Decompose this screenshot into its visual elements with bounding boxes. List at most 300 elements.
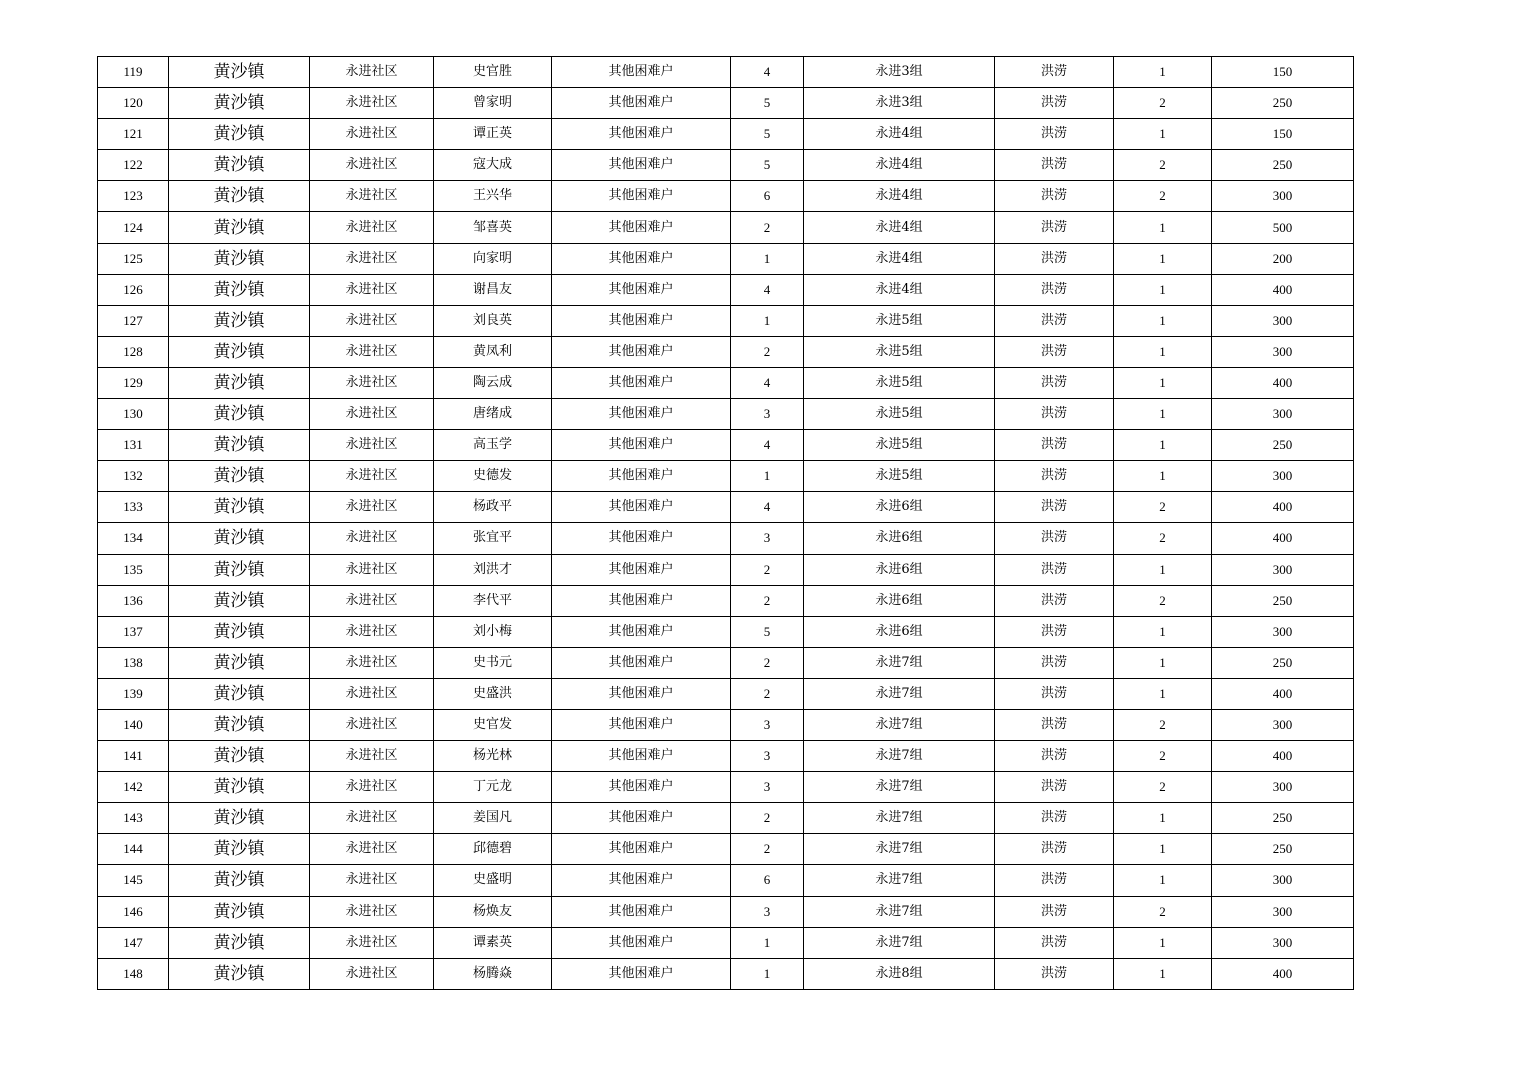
cell-count: 2 bbox=[1114, 709, 1212, 740]
cell-amount: 150 bbox=[1212, 57, 1354, 88]
cell-group: 永进4组 bbox=[804, 243, 995, 274]
cell-amount: 300 bbox=[1212, 927, 1354, 958]
cell-count: 1 bbox=[1114, 554, 1212, 585]
cell-count: 1 bbox=[1114, 399, 1212, 430]
cell-community: 永进社区 bbox=[310, 523, 434, 554]
cell-name: 史盛明 bbox=[434, 865, 552, 896]
table-row bbox=[98, 927, 1354, 958]
cell-category: 其他困难户 bbox=[552, 803, 731, 834]
cell-household-size: 1 bbox=[731, 461, 804, 492]
cell-name: 刘良英 bbox=[434, 305, 552, 336]
cell-community: 永进社区 bbox=[310, 554, 434, 585]
cell-town: 黄沙镇 bbox=[169, 523, 310, 554]
cell-disaster-type: 洪涝 bbox=[995, 803, 1114, 834]
cell-disaster-type: 洪涝 bbox=[995, 150, 1114, 181]
cell-town: 黄沙镇 bbox=[169, 709, 310, 740]
cell-amount: 150 bbox=[1212, 119, 1354, 150]
table-row bbox=[98, 212, 1354, 243]
cell-disaster-type: 洪涝 bbox=[995, 57, 1114, 88]
cell-town: 黄沙镇 bbox=[169, 430, 310, 461]
cell-disaster-type: 洪涝 bbox=[995, 212, 1114, 243]
cell-name: 杨光林 bbox=[434, 741, 552, 772]
cell-category: 其他困难户 bbox=[552, 896, 731, 927]
cell-town: 黄沙镇 bbox=[169, 181, 310, 212]
cell-name: 史书元 bbox=[434, 647, 552, 678]
cell-town: 黄沙镇 bbox=[169, 647, 310, 678]
cell-serial-number: 123 bbox=[98, 181, 169, 212]
cell-town: 黄沙镇 bbox=[169, 772, 310, 803]
cell-group: 永进7组 bbox=[804, 647, 995, 678]
cell-category: 其他困难户 bbox=[552, 523, 731, 554]
cell-group: 永进7组 bbox=[804, 709, 995, 740]
cell-town: 黄沙镇 bbox=[169, 834, 310, 865]
cell-count: 1 bbox=[1114, 616, 1212, 647]
cell-serial-number: 135 bbox=[98, 554, 169, 585]
cell-household-size: 2 bbox=[731, 834, 804, 865]
cell-name: 刘洪才 bbox=[434, 554, 552, 585]
cell-household-size: 3 bbox=[731, 772, 804, 803]
cell-amount: 300 bbox=[1212, 896, 1354, 927]
cell-town: 黄沙镇 bbox=[169, 678, 310, 709]
cell-disaster-type: 洪涝 bbox=[995, 834, 1114, 865]
cell-community: 永进社区 bbox=[310, 896, 434, 927]
cell-name: 谭正英 bbox=[434, 119, 552, 150]
cell-name: 王兴华 bbox=[434, 181, 552, 212]
cell-disaster-type: 洪涝 bbox=[995, 523, 1114, 554]
cell-count: 1 bbox=[1114, 367, 1212, 398]
table-row bbox=[98, 367, 1354, 398]
cell-serial-number: 122 bbox=[98, 150, 169, 181]
cell-category: 其他困难户 bbox=[552, 243, 731, 274]
cell-count: 1 bbox=[1114, 958, 1212, 989]
cell-amount: 300 bbox=[1212, 336, 1354, 367]
cell-serial-number: 139 bbox=[98, 678, 169, 709]
cell-category: 其他困难户 bbox=[552, 150, 731, 181]
cell-household-size: 2 bbox=[731, 678, 804, 709]
cell-amount: 250 bbox=[1212, 585, 1354, 616]
cell-disaster-type: 洪涝 bbox=[995, 367, 1114, 398]
cell-group: 永进5组 bbox=[804, 305, 995, 336]
cell-count: 1 bbox=[1114, 243, 1212, 274]
cell-household-size: 4 bbox=[731, 57, 804, 88]
cell-name: 杨焕友 bbox=[434, 896, 552, 927]
cell-group: 永进4组 bbox=[804, 181, 995, 212]
cell-category: 其他困难户 bbox=[552, 430, 731, 461]
cell-disaster-type: 洪涝 bbox=[995, 430, 1114, 461]
cell-community: 永进社区 bbox=[310, 181, 434, 212]
cell-category: 其他困难户 bbox=[552, 834, 731, 865]
cell-name: 高玉学 bbox=[434, 430, 552, 461]
cell-town: 黄沙镇 bbox=[169, 150, 310, 181]
cell-amount: 300 bbox=[1212, 865, 1354, 896]
cell-category: 其他困难户 bbox=[552, 367, 731, 398]
table-row bbox=[98, 678, 1354, 709]
cell-name: 邹喜英 bbox=[434, 212, 552, 243]
cell-community: 永进社区 bbox=[310, 243, 434, 274]
cell-name: 姜国凡 bbox=[434, 803, 552, 834]
cell-serial-number: 120 bbox=[98, 88, 169, 119]
cell-group: 永进3组 bbox=[804, 88, 995, 119]
cell-group: 永进7组 bbox=[804, 834, 995, 865]
cell-name: 曾家明 bbox=[434, 88, 552, 119]
cell-town: 黄沙镇 bbox=[169, 336, 310, 367]
cell-count: 2 bbox=[1114, 896, 1212, 927]
cell-community: 永进社区 bbox=[310, 367, 434, 398]
cell-name: 邱德碧 bbox=[434, 834, 552, 865]
cell-name: 李代平 bbox=[434, 585, 552, 616]
cell-name: 谢昌友 bbox=[434, 274, 552, 305]
table-row bbox=[98, 430, 1354, 461]
cell-amount: 400 bbox=[1212, 274, 1354, 305]
cell-amount: 250 bbox=[1212, 88, 1354, 119]
cell-disaster-type: 洪涝 bbox=[995, 616, 1114, 647]
cell-serial-number: 138 bbox=[98, 647, 169, 678]
cell-serial-number: 146 bbox=[98, 896, 169, 927]
cell-serial-number: 126 bbox=[98, 274, 169, 305]
cell-category: 其他困难户 bbox=[552, 461, 731, 492]
cell-town: 黄沙镇 bbox=[169, 367, 310, 398]
cell-amount: 250 bbox=[1212, 834, 1354, 865]
cell-household-size: 4 bbox=[731, 367, 804, 398]
cell-category: 其他困难户 bbox=[552, 181, 731, 212]
cell-serial-number: 148 bbox=[98, 958, 169, 989]
cell-amount: 400 bbox=[1212, 367, 1354, 398]
cell-community: 永进社区 bbox=[310, 212, 434, 243]
cell-group: 永进6组 bbox=[804, 585, 995, 616]
cell-amount: 250 bbox=[1212, 150, 1354, 181]
table-row bbox=[98, 865, 1354, 896]
cell-household-size: 1 bbox=[731, 927, 804, 958]
cell-amount: 250 bbox=[1212, 803, 1354, 834]
table-row bbox=[98, 88, 1354, 119]
cell-category: 其他困难户 bbox=[552, 554, 731, 585]
table-row bbox=[98, 274, 1354, 305]
cell-town: 黄沙镇 bbox=[169, 305, 310, 336]
table-row bbox=[98, 243, 1354, 274]
cell-name: 唐绪成 bbox=[434, 399, 552, 430]
cell-household-size: 3 bbox=[731, 896, 804, 927]
table-row bbox=[98, 585, 1354, 616]
cell-community: 永进社区 bbox=[310, 927, 434, 958]
cell-community: 永进社区 bbox=[310, 647, 434, 678]
cell-household-size: 5 bbox=[731, 88, 804, 119]
table-row bbox=[98, 803, 1354, 834]
cell-count: 2 bbox=[1114, 772, 1212, 803]
cell-count: 1 bbox=[1114, 678, 1212, 709]
cell-community: 永进社区 bbox=[310, 741, 434, 772]
cell-count: 1 bbox=[1114, 461, 1212, 492]
cell-count: 1 bbox=[1114, 647, 1212, 678]
cell-serial-number: 140 bbox=[98, 709, 169, 740]
cell-category: 其他困难户 bbox=[552, 492, 731, 523]
cell-amount: 400 bbox=[1212, 678, 1354, 709]
cell-serial-number: 133 bbox=[98, 492, 169, 523]
cell-town: 黄沙镇 bbox=[169, 741, 310, 772]
table-body bbox=[98, 57, 1354, 990]
cell-name: 刘小梅 bbox=[434, 616, 552, 647]
cell-group: 永进7组 bbox=[804, 772, 995, 803]
table-row bbox=[98, 492, 1354, 523]
cell-community: 永进社区 bbox=[310, 88, 434, 119]
cell-town: 黄沙镇 bbox=[169, 119, 310, 150]
cell-name: 寇大成 bbox=[434, 150, 552, 181]
table-row bbox=[98, 399, 1354, 430]
cell-household-size: 5 bbox=[731, 150, 804, 181]
cell-group: 永进4组 bbox=[804, 119, 995, 150]
cell-name: 史官发 bbox=[434, 709, 552, 740]
cell-count: 1 bbox=[1114, 336, 1212, 367]
cell-town: 黄沙镇 bbox=[169, 927, 310, 958]
cell-serial-number: 130 bbox=[98, 399, 169, 430]
cell-disaster-type: 洪涝 bbox=[995, 243, 1114, 274]
cell-serial-number: 134 bbox=[98, 523, 169, 554]
cell-category: 其他困难户 bbox=[552, 399, 731, 430]
cell-count: 1 bbox=[1114, 430, 1212, 461]
cell-disaster-type: 洪涝 bbox=[995, 585, 1114, 616]
table-row bbox=[98, 896, 1354, 927]
cell-household-size: 4 bbox=[731, 274, 804, 305]
cell-amount: 400 bbox=[1212, 523, 1354, 554]
cell-group: 永进7组 bbox=[804, 803, 995, 834]
cell-disaster-type: 洪涝 bbox=[995, 772, 1114, 803]
cell-community: 永进社区 bbox=[310, 399, 434, 430]
cell-group: 永进7组 bbox=[804, 896, 995, 927]
cell-town: 黄沙镇 bbox=[169, 243, 310, 274]
cell-amount: 500 bbox=[1212, 212, 1354, 243]
data-table bbox=[97, 56, 1354, 990]
cell-category: 其他困难户 bbox=[552, 212, 731, 243]
cell-name: 杨政平 bbox=[434, 492, 552, 523]
cell-serial-number: 144 bbox=[98, 834, 169, 865]
cell-amount: 300 bbox=[1212, 709, 1354, 740]
cell-category: 其他困难户 bbox=[552, 585, 731, 616]
cell-community: 永进社区 bbox=[310, 57, 434, 88]
cell-name: 黄凤利 bbox=[434, 336, 552, 367]
cell-amount: 300 bbox=[1212, 554, 1354, 585]
cell-count: 2 bbox=[1114, 585, 1212, 616]
cell-serial-number: 136 bbox=[98, 585, 169, 616]
cell-name: 丁元龙 bbox=[434, 772, 552, 803]
cell-group: 永进7组 bbox=[804, 741, 995, 772]
cell-community: 永进社区 bbox=[310, 709, 434, 740]
cell-disaster-type: 洪涝 bbox=[995, 647, 1114, 678]
cell-group: 永进7组 bbox=[804, 927, 995, 958]
cell-group: 永进5组 bbox=[804, 367, 995, 398]
cell-category: 其他困难户 bbox=[552, 709, 731, 740]
table-row bbox=[98, 741, 1354, 772]
cell-count: 1 bbox=[1114, 119, 1212, 150]
cell-town: 黄沙镇 bbox=[169, 212, 310, 243]
cell-disaster-type: 洪涝 bbox=[995, 865, 1114, 896]
cell-count: 1 bbox=[1114, 212, 1212, 243]
cell-amount: 400 bbox=[1212, 492, 1354, 523]
cell-town: 黄沙镇 bbox=[169, 274, 310, 305]
cell-category: 其他困难户 bbox=[552, 741, 731, 772]
cell-town: 黄沙镇 bbox=[169, 865, 310, 896]
cell-serial-number: 143 bbox=[98, 803, 169, 834]
cell-category: 其他困难户 bbox=[552, 57, 731, 88]
cell-community: 永进社区 bbox=[310, 585, 434, 616]
cell-town: 黄沙镇 bbox=[169, 585, 310, 616]
cell-household-size: 3 bbox=[731, 709, 804, 740]
cell-community: 永进社区 bbox=[310, 150, 434, 181]
cell-community: 永进社区 bbox=[310, 834, 434, 865]
cell-community: 永进社区 bbox=[310, 803, 434, 834]
cell-disaster-type: 洪涝 bbox=[995, 305, 1114, 336]
cell-category: 其他困难户 bbox=[552, 119, 731, 150]
cell-community: 永进社区 bbox=[310, 492, 434, 523]
cell-household-size: 2 bbox=[731, 647, 804, 678]
cell-disaster-type: 洪涝 bbox=[995, 958, 1114, 989]
cell-group: 永进8组 bbox=[804, 958, 995, 989]
cell-count: 1 bbox=[1114, 865, 1212, 896]
cell-household-size: 3 bbox=[731, 741, 804, 772]
cell-category: 其他困难户 bbox=[552, 274, 731, 305]
cell-community: 永进社区 bbox=[310, 865, 434, 896]
cell-amount: 300 bbox=[1212, 461, 1354, 492]
cell-disaster-type: 洪涝 bbox=[995, 399, 1114, 430]
cell-count: 1 bbox=[1114, 927, 1212, 958]
cell-name: 史盛洪 bbox=[434, 678, 552, 709]
cell-household-size: 1 bbox=[731, 958, 804, 989]
cell-group: 永进6组 bbox=[804, 523, 995, 554]
cell-disaster-type: 洪涝 bbox=[995, 896, 1114, 927]
cell-group: 永进5组 bbox=[804, 399, 995, 430]
cell-serial-number: 121 bbox=[98, 119, 169, 150]
cell-count: 2 bbox=[1114, 181, 1212, 212]
cell-name: 陶云成 bbox=[434, 367, 552, 398]
cell-count: 2 bbox=[1114, 492, 1212, 523]
cell-name: 杨腾焱 bbox=[434, 958, 552, 989]
cell-group: 永进7组 bbox=[804, 865, 995, 896]
cell-community: 永进社区 bbox=[310, 274, 434, 305]
table-row bbox=[98, 336, 1354, 367]
cell-amount: 300 bbox=[1212, 181, 1354, 212]
cell-disaster-type: 洪涝 bbox=[995, 492, 1114, 523]
cell-household-size: 2 bbox=[731, 554, 804, 585]
cell-name: 史德发 bbox=[434, 461, 552, 492]
cell-category: 其他困难户 bbox=[552, 616, 731, 647]
cell-count: 2 bbox=[1114, 741, 1212, 772]
cell-household-size: 5 bbox=[731, 119, 804, 150]
cell-serial-number: 129 bbox=[98, 367, 169, 398]
cell-serial-number: 141 bbox=[98, 741, 169, 772]
cell-household-size: 6 bbox=[731, 865, 804, 896]
cell-household-size: 4 bbox=[731, 430, 804, 461]
table-row bbox=[98, 150, 1354, 181]
table-row bbox=[98, 709, 1354, 740]
cell-household-size: 3 bbox=[731, 399, 804, 430]
cell-town: 黄沙镇 bbox=[169, 616, 310, 647]
cell-group: 永进4组 bbox=[804, 274, 995, 305]
cell-household-size: 1 bbox=[731, 243, 804, 274]
cell-group: 永进5组 bbox=[804, 430, 995, 461]
cell-group: 永进6组 bbox=[804, 554, 995, 585]
cell-count: 2 bbox=[1114, 523, 1212, 554]
cell-household-size: 2 bbox=[731, 212, 804, 243]
cell-category: 其他困难户 bbox=[552, 927, 731, 958]
table-row bbox=[98, 523, 1354, 554]
cell-serial-number: 125 bbox=[98, 243, 169, 274]
cell-count: 1 bbox=[1114, 305, 1212, 336]
cell-category: 其他困难户 bbox=[552, 88, 731, 119]
cell-community: 永进社区 bbox=[310, 958, 434, 989]
cell-community: 永进社区 bbox=[310, 772, 434, 803]
cell-amount: 300 bbox=[1212, 399, 1354, 430]
cell-household-size: 4 bbox=[731, 492, 804, 523]
cell-town: 黄沙镇 bbox=[169, 896, 310, 927]
cell-town: 黄沙镇 bbox=[169, 88, 310, 119]
cell-count: 1 bbox=[1114, 274, 1212, 305]
cell-count: 1 bbox=[1114, 57, 1212, 88]
table-row bbox=[98, 461, 1354, 492]
cell-amount: 400 bbox=[1212, 958, 1354, 989]
cell-category: 其他困难户 bbox=[552, 772, 731, 803]
cell-amount: 200 bbox=[1212, 243, 1354, 274]
cell-category: 其他困难户 bbox=[552, 678, 731, 709]
cell-disaster-type: 洪涝 bbox=[995, 709, 1114, 740]
cell-town: 黄沙镇 bbox=[169, 803, 310, 834]
cell-serial-number: 119 bbox=[98, 57, 169, 88]
cell-category: 其他困难户 bbox=[552, 647, 731, 678]
cell-group: 永进7组 bbox=[804, 678, 995, 709]
table-row bbox=[98, 772, 1354, 803]
table-row bbox=[98, 305, 1354, 336]
cell-serial-number: 127 bbox=[98, 305, 169, 336]
table-row bbox=[98, 616, 1354, 647]
cell-household-size: 3 bbox=[731, 523, 804, 554]
cell-group: 永进6组 bbox=[804, 492, 995, 523]
cell-disaster-type: 洪涝 bbox=[995, 119, 1114, 150]
cell-name: 张宜平 bbox=[434, 523, 552, 554]
table-row bbox=[98, 181, 1354, 212]
table-row bbox=[98, 119, 1354, 150]
cell-category: 其他困难户 bbox=[552, 865, 731, 896]
cell-group: 永进3组 bbox=[804, 57, 995, 88]
cell-town: 黄沙镇 bbox=[169, 57, 310, 88]
cell-household-size: 6 bbox=[731, 181, 804, 212]
cell-serial-number: 142 bbox=[98, 772, 169, 803]
table-row bbox=[98, 554, 1354, 585]
cell-category: 其他困难户 bbox=[552, 958, 731, 989]
cell-serial-number: 137 bbox=[98, 616, 169, 647]
cell-serial-number: 132 bbox=[98, 461, 169, 492]
cell-town: 黄沙镇 bbox=[169, 958, 310, 989]
cell-name: 向家明 bbox=[434, 243, 552, 274]
cell-disaster-type: 洪涝 bbox=[995, 274, 1114, 305]
cell-disaster-type: 洪涝 bbox=[995, 741, 1114, 772]
cell-disaster-type: 洪涝 bbox=[995, 554, 1114, 585]
cell-amount: 300 bbox=[1212, 305, 1354, 336]
cell-community: 永进社区 bbox=[310, 616, 434, 647]
cell-disaster-type: 洪涝 bbox=[995, 181, 1114, 212]
cell-count: 1 bbox=[1114, 803, 1212, 834]
cell-disaster-type: 洪涝 bbox=[995, 678, 1114, 709]
cell-group: 永进5组 bbox=[804, 336, 995, 367]
cell-amount: 250 bbox=[1212, 647, 1354, 678]
cell-disaster-type: 洪涝 bbox=[995, 461, 1114, 492]
cell-name: 谭素英 bbox=[434, 927, 552, 958]
cell-serial-number: 124 bbox=[98, 212, 169, 243]
cell-community: 永进社区 bbox=[310, 305, 434, 336]
cell-count: 2 bbox=[1114, 88, 1212, 119]
cell-disaster-type: 洪涝 bbox=[995, 88, 1114, 119]
cell-count: 2 bbox=[1114, 150, 1212, 181]
cell-amount: 300 bbox=[1212, 772, 1354, 803]
table-row bbox=[98, 834, 1354, 865]
cell-amount: 250 bbox=[1212, 430, 1354, 461]
cell-household-size: 2 bbox=[731, 585, 804, 616]
